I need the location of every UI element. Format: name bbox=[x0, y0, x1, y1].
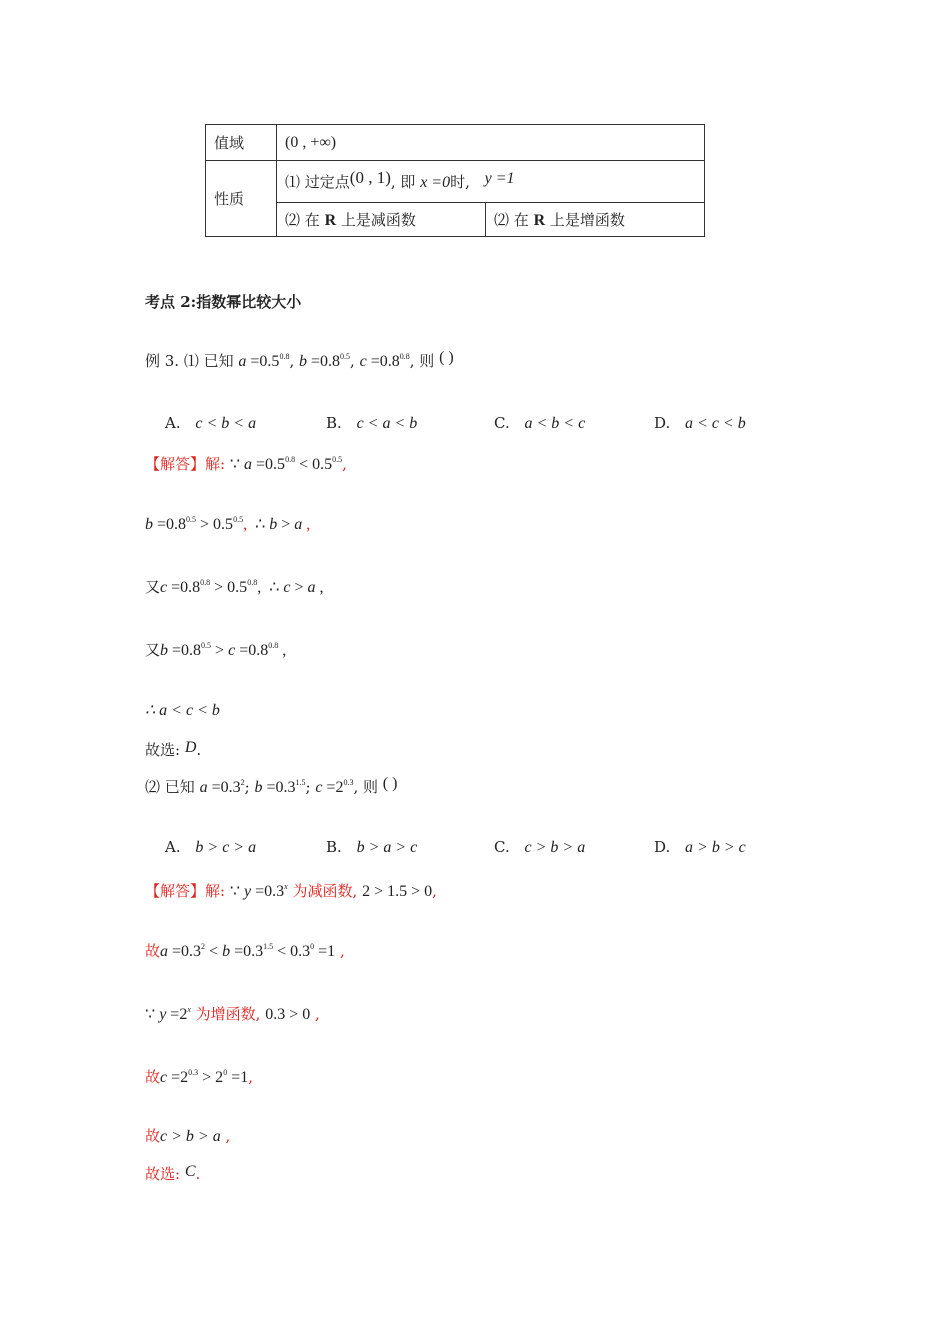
property-1 bbox=[277, 161, 705, 203]
answer-tag: 【解答】解: bbox=[145, 882, 226, 900]
p1-time: 时, bbox=[450, 173, 470, 191]
choose-end: . bbox=[195, 1165, 201, 1183]
ex2-solution-2: 故$a =0.3^2 < b =0.3^{1.5} < 0.3^0 =1$ , bbox=[145, 942, 345, 960]
choose-label: 故选: bbox=[145, 1165, 181, 1183]
ex1-choose bbox=[145, 739, 201, 760]
inc-text: 为增函数, bbox=[195, 1005, 261, 1023]
ex2-solution-1: 【解答】解: ∵ $y =0.3^x$ 为减函数, 2 > 1.5 > 0, bbox=[145, 882, 437, 900]
option-letter: B. bbox=[326, 838, 342, 856]
ex2-solution-3: ∵ $y =2^x$ 为增函数, 0.3 > 0 , bbox=[145, 1005, 320, 1023]
option-letter: D. bbox=[654, 838, 671, 856]
p2-left-R: R bbox=[324, 212, 337, 229]
range-label: 值域 bbox=[206, 125, 277, 161]
ex2-option-d bbox=[654, 838, 746, 857]
gu-text: 故 bbox=[145, 1127, 161, 1145]
ex1-option-a bbox=[165, 414, 256, 433]
ex1-final: ∴ a < c < b bbox=[145, 702, 220, 719]
p2-left-prefix: ⑵ 在 bbox=[285, 211, 320, 229]
ex2-option-a bbox=[165, 838, 256, 857]
ex1-solution-3: 又$c =0.8^{0.8} > 0.5^{0.8}$, ∴ c > a , bbox=[145, 578, 324, 596]
then: , 则 bbox=[409, 352, 435, 370]
option-letter: A. bbox=[165, 414, 181, 432]
option-expr: b > c > a bbox=[195, 839, 257, 856]
p2-right-suffix: 上是增函数 bbox=[549, 211, 625, 229]
sep: , bbox=[350, 352, 355, 370]
you-text: 又 bbox=[145, 578, 161, 596]
p1-y: y =1 bbox=[484, 170, 515, 187]
option-expr: a < b < c bbox=[524, 415, 586, 432]
choose-end: . bbox=[196, 741, 202, 759]
ineq1: 2 > 1.5 > 0 bbox=[362, 883, 433, 900]
ex2-option-b bbox=[326, 838, 417, 857]
dec-text: 为减函数, bbox=[292, 882, 358, 900]
ex1-option-b bbox=[326, 414, 417, 433]
ex2-solution-5: 故c > b > a , bbox=[145, 1127, 231, 1145]
property-table bbox=[205, 124, 705, 237]
property-2-left bbox=[277, 203, 486, 237]
option-expr: c > b > a bbox=[524, 839, 586, 856]
gu-text: 故 bbox=[145, 942, 161, 960]
ineq2: 0.3 > 0 bbox=[265, 1006, 311, 1023]
choose-value: C bbox=[184, 1163, 196, 1180]
ex2-label: ⑵ 已知 bbox=[145, 778, 195, 796]
option-letter: D. bbox=[654, 414, 671, 432]
ex1-question: 例 3. ⑴ 已知 $a =0.5^{0.8}$, $b =0.8^{0.5}$, $c =0.8^{0.8}$, 则 ( ) bbox=[145, 349, 454, 370]
ex2-option-c bbox=[494, 838, 585, 857]
ex1-option-c bbox=[494, 414, 585, 433]
option-expr: b > a > c bbox=[356, 839, 418, 856]
p2-right-prefix: ⑵ 在 bbox=[494, 211, 529, 229]
property-2-right bbox=[486, 203, 705, 237]
ex2-paren: ( ) bbox=[382, 775, 398, 792]
gu-text: 故 bbox=[145, 1068, 161, 1086]
semi: ; bbox=[305, 778, 311, 796]
option-letter: C. bbox=[494, 838, 510, 856]
option-expr: c < b < a bbox=[195, 415, 257, 432]
ex1-solution-2: $b =0.8^{0.5} > 0.5^{0.5}$, ∴ b > a , bbox=[145, 515, 311, 533]
section-title: 考点 2:指数幂比较大小 bbox=[145, 293, 302, 311]
property-label: 性质 bbox=[206, 161, 277, 237]
option-expr: a > b > c bbox=[685, 839, 746, 856]
choose-value: D bbox=[184, 739, 197, 756]
you-text: 又 bbox=[145, 641, 161, 659]
ex2-final: c > b > a bbox=[160, 1128, 221, 1145]
option-letter: A. bbox=[165, 838, 181, 856]
ex1-paren: ( ) bbox=[439, 349, 454, 366]
ex2-solution-4: 故$c =2^{0.3} > 2^0 =1$, bbox=[145, 1068, 253, 1086]
p2-left-suffix: 上是减函数 bbox=[340, 211, 416, 229]
option-letter: B. bbox=[326, 414, 342, 432]
range-value: (0 , +∞) bbox=[277, 125, 705, 161]
semi: ; bbox=[244, 778, 250, 796]
ex1-solution-4: 又$b =0.8^{0.5} > c =0.8^{0.8}$ , bbox=[145, 641, 287, 659]
answer-tag: 【解答】解: bbox=[145, 455, 226, 473]
p1-prefix: ⑴ 过定点 bbox=[285, 173, 350, 191]
ex1-label: 例 3. ⑴ 已知 bbox=[145, 352, 234, 370]
ex2-choose bbox=[145, 1163, 200, 1184]
p2-right-R: R bbox=[533, 212, 546, 229]
sep: , bbox=[289, 352, 295, 370]
p1-point: (0 , 1) bbox=[349, 168, 391, 187]
choose-label: 故选: bbox=[145, 741, 181, 759]
option-expr: c < a < b bbox=[356, 415, 418, 432]
then: , 则 bbox=[353, 778, 378, 796]
option-expr: a < c < b bbox=[685, 415, 746, 432]
ex1-solution-1: 【解答】解: ∵ $a =0.5^{0.8} < 0.5^{0.5}$, bbox=[145, 455, 347, 473]
ex1-option-d bbox=[654, 414, 746, 433]
p1-cond: x =0 bbox=[420, 174, 451, 191]
p1-mid: , 即 bbox=[390, 173, 416, 191]
option-letter: C. bbox=[494, 414, 510, 432]
ex2-question: ⑵ 已知 $a =0.3^2$; $b =0.3^{1.5}$; $c =2^{0.3}$, 则 ( ) bbox=[145, 775, 398, 796]
